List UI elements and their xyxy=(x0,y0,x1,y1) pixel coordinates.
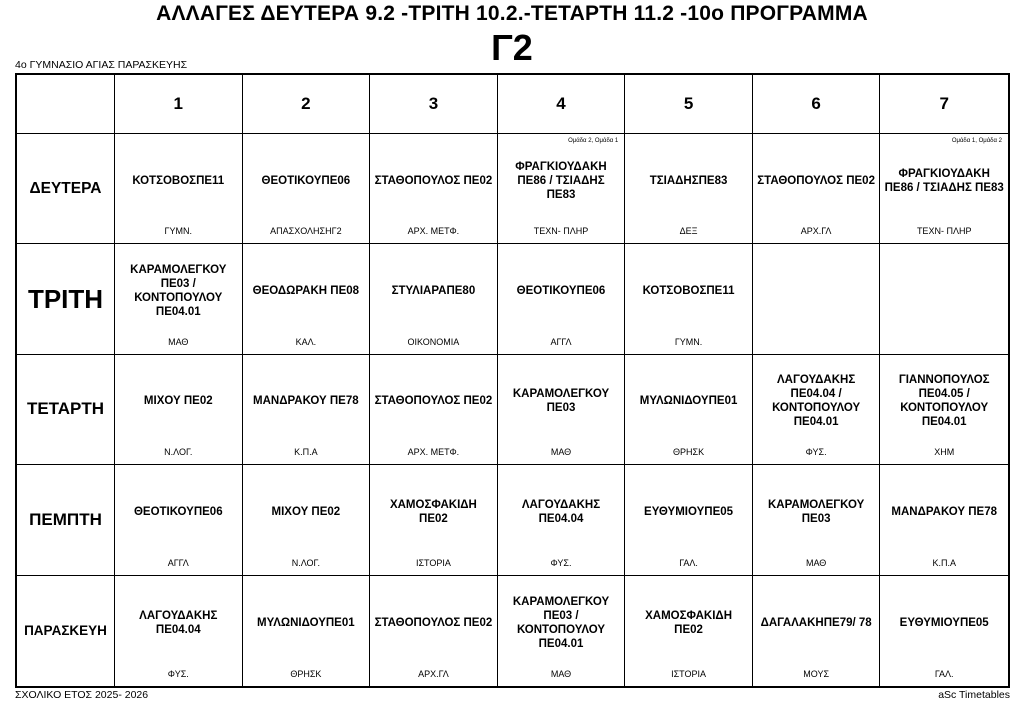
lesson-cell xyxy=(498,244,626,354)
subject-name: ΜΟΥΣ xyxy=(803,669,830,679)
lesson-cell xyxy=(243,355,371,465)
subject-name: ΑΡΧ. ΜΕΤΦ. xyxy=(407,447,460,458)
teacher-name: ΘΕΟΤΙΚΟΥΠΕ06 xyxy=(133,505,223,518)
period-header: 1 xyxy=(115,75,243,134)
teacher-name: ΧΑΜΟΣΦΑΚΙΔΗ ΠΕ02 xyxy=(645,609,733,636)
teacher-name: ΣΤΑΘΟΠΟΥΛΟΣ ΠΕ02 xyxy=(757,174,875,187)
subject-name: ΑΡΧ.ΓΛ xyxy=(418,669,449,679)
teacher-name: ΜΑΝΔΡΑΚΟΥ ΠΕ78 xyxy=(891,505,998,518)
lesson-cell xyxy=(753,134,881,244)
lesson-cell xyxy=(115,576,243,686)
lesson-cell xyxy=(370,576,498,686)
lesson-cell xyxy=(880,134,1008,244)
subject-name: ΘΡΗΣΚ xyxy=(290,669,322,679)
group-note: Ομάδα 2, Ομάδα 1 xyxy=(568,138,619,144)
teacher-name: ΚΑΡΑΜΟΛΕΓΚΟΥ ΠΕ03 / ΚΟΝΤΟΠΟΥΛΟΥ ΠΕ04.01 xyxy=(512,595,610,650)
period-header: 7 xyxy=(880,75,1008,134)
lesson-cell xyxy=(498,576,626,686)
teacher-name: ΘΕΟΤΙΚΟΥΠΕ06 xyxy=(261,174,351,187)
period-header: 5 xyxy=(625,75,753,134)
teacher-name: ΣΤΑΘΟΠΟΥΛΟΣ ΠΕ02 xyxy=(374,395,493,408)
teacher-name: ΛΑΓΟΥΔΑΚΗΣ ΠΕ04.04 / ΚΟΝΤΟΠΟΥΛΟΥ ΠΕ04.01 xyxy=(772,374,861,429)
lesson-cell xyxy=(243,576,371,686)
lesson-cell xyxy=(115,244,243,354)
subject-name: ΜΑΘ xyxy=(805,557,827,568)
teacher-name: ΣΤΑΘΟΠΟΥΛΟΣ ΠΕ02 xyxy=(374,174,493,187)
subject-name: ΔΕΞ xyxy=(679,226,698,237)
day-label: ΤΡΙΤΗ xyxy=(17,244,115,354)
period-header: 2 xyxy=(243,75,371,134)
day-label: ΤΕΤΑΡΤΗ xyxy=(17,355,115,465)
lesson-cell xyxy=(243,134,371,244)
subject-name: ΓΑΛ. xyxy=(934,669,954,679)
teacher-name: ΚΑΡΑΜΟΛΕΓΚΟΥ ΠΕ03 xyxy=(512,388,610,415)
teacher-name: ΘΕΟΔΩΡΑΚΗ ΠΕ08 xyxy=(252,285,360,298)
lesson-cell xyxy=(370,134,498,244)
subject-name: Κ.Π.Α xyxy=(932,557,956,568)
lesson-cell xyxy=(498,355,626,465)
subject-name: ΓΥΜΝ. xyxy=(164,226,193,237)
teacher-name: ΜΥΛΩΝΙΔΟΥΠΕ01 xyxy=(257,616,355,629)
school-name: 4ο ΓΥΜΝΑΣΙΟ ΑΓΙΑΣ ΠΑΡΑΣΚΕΥΗΣ xyxy=(15,59,188,71)
subject-name: ΦΥΣ. xyxy=(550,557,572,568)
lesson-cell xyxy=(625,134,753,244)
generator-credit: aSc Timetables xyxy=(938,689,1010,701)
teacher-name: ΤΣΙΑΔΗΣΠΕ83 xyxy=(649,174,728,187)
teacher-name: ΦΡΑΓΚΙΟΥΔΑΚΗ ΠΕ86 / ΤΣΙΑΔΗΣ ΠΕ83 xyxy=(515,160,607,201)
timetable-grid xyxy=(15,73,1010,688)
subject-name: ΤΕΧΝ- ΠΛΗΡ xyxy=(533,226,589,237)
lesson-cell xyxy=(753,355,881,465)
lesson-cell xyxy=(115,355,243,465)
subject-name: ΦΥΣ. xyxy=(805,447,827,458)
subject-name: Ν.ΛΟΓ. xyxy=(164,447,193,458)
teacher-name: ΛΑΓΟΥΔΑΚΗΣ ΠΕ04.04 xyxy=(521,498,601,525)
lesson-cell xyxy=(498,465,626,575)
subject-name: ΑΓΓΛ xyxy=(550,336,572,347)
lesson-cell xyxy=(625,355,753,465)
subject-name: ΜΑΘ xyxy=(550,447,572,458)
teacher-name: ΣΤΥΛΙΑΡΑΠΕ80 xyxy=(391,285,476,298)
subject-name: ΧΗΜ xyxy=(934,447,955,458)
subject-name: ΘΡΗΣΚ xyxy=(673,447,705,458)
school-year: ΣΧΟΛΙΚΟ ΕΤΟΣ 2025- 2026 xyxy=(15,689,149,701)
class-name: Γ2 xyxy=(491,27,533,68)
lesson-cell xyxy=(625,465,753,575)
lesson-cell xyxy=(243,244,371,354)
lesson-cell xyxy=(880,244,1008,354)
teacher-name: ΦΡΑΓΚΙΟΥΔΑΚΗ ΠΕ86 / ΤΣΙΑΔΗΣ ΠΕ83 xyxy=(884,167,1004,194)
teacher-name: ΚΟΤΣΟΒΟΣΠΕ11 xyxy=(642,285,735,298)
subject-name: ΜΑΘ xyxy=(550,669,572,679)
subject-name: ΙΣΤΟΡΙΑ xyxy=(671,669,707,679)
teacher-name: ΜΑΝΔΡΑΚΟΥ ΠΕ78 xyxy=(253,395,359,408)
day-label: ΠΑΡΑΣΚΕΥΗ xyxy=(17,576,115,686)
subject-name: ΙΣΤΟΡΙΑ xyxy=(415,557,451,568)
lesson-cell xyxy=(753,244,881,354)
subject-name: Κ.Π.Α xyxy=(294,447,318,458)
teacher-name: ΕΥΘΥΜΙΟΥΠΕ05 xyxy=(644,505,734,518)
teacher-name: ΜΙΧΟΥ ΠΕ02 xyxy=(143,395,213,408)
corner-cell xyxy=(17,75,115,134)
lesson-cell xyxy=(753,576,881,686)
lesson-cell xyxy=(880,355,1008,465)
lesson-cell xyxy=(880,576,1008,686)
subject-name: ΓΥΜΝ. xyxy=(674,336,703,347)
teacher-name: ΧΑΜΟΣΦΑΚΙΔΗ ΠΕ02 xyxy=(389,498,477,525)
lesson-cell xyxy=(370,465,498,575)
lesson-cell xyxy=(753,465,881,575)
teacher-name: ΚΟΤΣΟΒΟΣΠΕ11 xyxy=(132,174,225,187)
day-label: ΠΕΜΠΤΗ xyxy=(17,465,115,575)
lesson-cell xyxy=(370,355,498,465)
subject-name: ΟΙΚΟΝΟΜΙΑ xyxy=(407,336,460,347)
lesson-cell xyxy=(115,465,243,575)
period-header: 4 xyxy=(498,75,626,134)
teacher-name: ΜΙΧΟΥ ΠΕ02 xyxy=(271,505,341,518)
lesson-cell xyxy=(625,244,753,354)
teacher-name: ΓΙΑΝΝΟΠΟΥΛΟΣ ΠΕ04.05 / ΚΟΝΤΟΠΟΥΛΟΥ ΠΕ04.01 xyxy=(898,374,990,429)
subject-name: ΑΡΧ. ΜΕΤΦ. xyxy=(407,226,460,237)
lesson-cell xyxy=(243,465,371,575)
period-header: 3 xyxy=(370,75,498,134)
subject-name: ΑΓΓΛ xyxy=(167,557,189,568)
subject-name: ΑΡΧ.ΓΛ xyxy=(800,226,832,237)
teacher-name: ΚΑΡΑΜΟΛΕΓΚΟΥ ΠΕ03 xyxy=(767,498,865,525)
teacher-name: ΜΥΛΩΝΙΔΟΥΠΕ01 xyxy=(639,395,738,408)
teacher-name: ΛΑΓΟΥΔΑΚΗΣ ΠΕ04.04 xyxy=(139,609,218,636)
teacher-name: ΘΕΟΤΙΚΟΥΠΕ06 xyxy=(516,285,606,298)
lesson-cell xyxy=(880,465,1008,575)
subject-name: ΦΥΣ. xyxy=(167,669,189,679)
lesson-cell xyxy=(498,134,626,244)
day-label: ΔΕΥΤΕΡΑ xyxy=(17,134,115,244)
subject-name: Ν.ΛΟΓ. xyxy=(291,557,320,568)
teacher-name: ΚΑΡΑΜΟΛΕΓΚΟΥ ΠΕ03 / ΚΟΝΤΟΠΟΥΛΟΥ ΠΕ04.01 xyxy=(130,264,227,319)
subject-name: ΚΑΛ. xyxy=(295,336,317,347)
lesson-cell xyxy=(625,576,753,686)
teacher-name: ΔΑΓΑΛΑΚΗΠΕ79/ 78 xyxy=(760,616,872,629)
group-note: Ομάδα 1, Ομάδα 2 xyxy=(951,138,1002,144)
page-title: ΑΛΛΑΓΕΣ ΔΕΥΤΕΡΑ 9.2 -ΤΡΙΤΗ 10.2.-ΤΕΤΑΡΤΗ 11.2 -10ο ΠΡΟΓΡΑΜΜΑ xyxy=(156,2,868,25)
subject-name: ΓΑΛ. xyxy=(679,557,698,568)
subject-name: ΤΕΧΝ- ΠΛΗΡ xyxy=(916,226,972,237)
lesson-cell xyxy=(115,134,243,244)
period-header: 6 xyxy=(753,75,881,134)
teacher-name: ΣΤΑΘΟΠΟΥΛΟΣ ΠΕ02 xyxy=(374,616,493,629)
lesson-cell xyxy=(370,244,498,354)
subject-name: ΜΑΘ xyxy=(168,336,189,347)
subject-name: ΑΠΑΣΧΟΛΗΣΗΓ2 xyxy=(270,226,342,237)
teacher-name: ΕΥΘΥΜΙΟΥΠΕ05 xyxy=(899,616,989,629)
